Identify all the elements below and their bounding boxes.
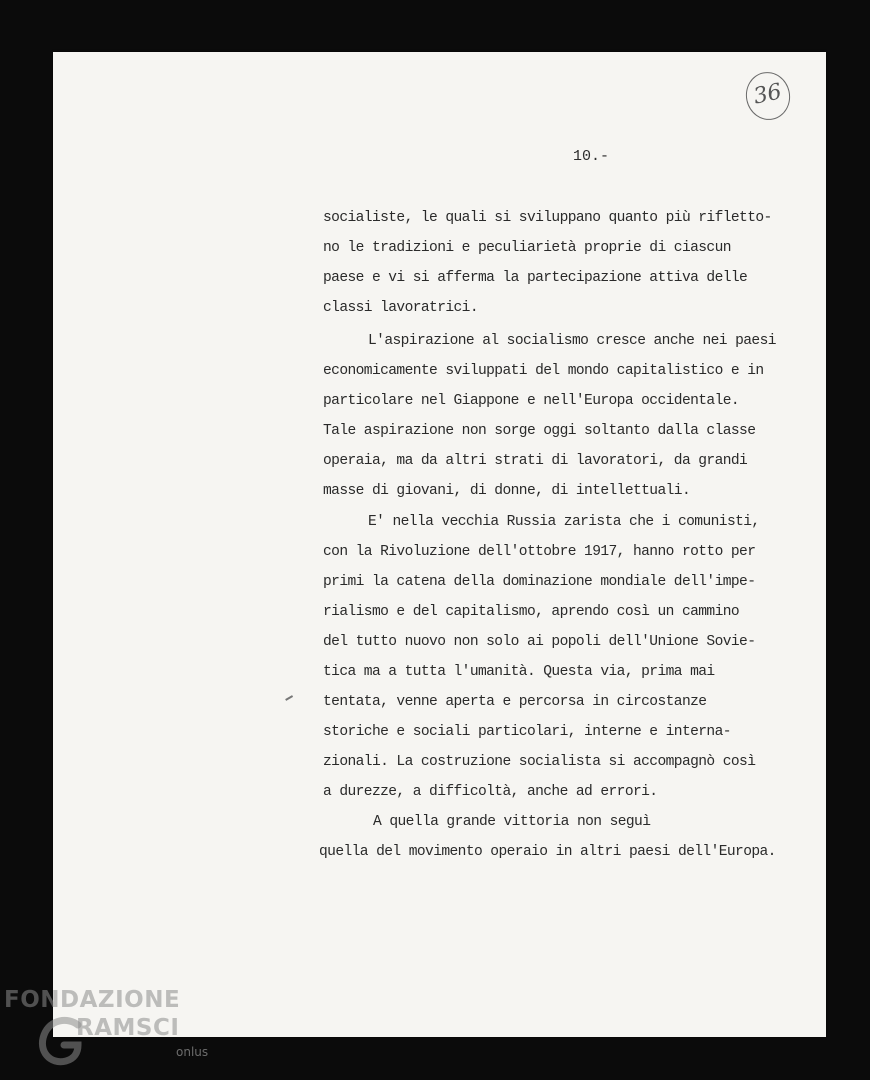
foundation-watermark bbox=[0, 985, 220, 1080]
text-line: E' nella vecchia Russia zarista che i comunisti, bbox=[368, 514, 760, 530]
text-line: zionali. La costruzione socialista si accompagnò così bbox=[323, 754, 756, 770]
text-line: rialismo e del capitalismo, aprendo così un cammino bbox=[323, 604, 740, 620]
text-line: masse di giovani, di donne, di intellettuali. bbox=[323, 483, 691, 499]
text-line: socialiste, le quali si sviluppano quanto più rifletto- bbox=[323, 210, 772, 226]
text-line: con la Rivoluzione dell'ottobre 1917, hanno rotto per bbox=[323, 544, 756, 560]
page-number: 10.- bbox=[573, 148, 610, 165]
watermark-onlus: onlus bbox=[176, 1045, 209, 1059]
archive-number: 36 bbox=[751, 79, 784, 110]
text-line: a durezze, a difficoltà, anche ad errori. bbox=[323, 784, 658, 800]
margin-pencil-mark bbox=[285, 695, 293, 700]
watermark-subtitle: RAMSCI bbox=[76, 1015, 180, 1041]
text-line: no le tradizioni e peculiarietà proprie di ciascun bbox=[323, 240, 731, 256]
document-page bbox=[53, 52, 826, 1037]
text-line: economicamente sviluppati del mondo capitalistico e in bbox=[323, 363, 764, 379]
text-line: operaia, ma da altri strati di lavoratori, da grandi bbox=[323, 453, 748, 469]
text-line: storiche e sociali particolari, interne e interna- bbox=[323, 724, 731, 740]
text-line: tica ma a tutta l'umanità. Questa via, prima mai bbox=[323, 664, 715, 680]
watermark-title: FONDAZIONE bbox=[4, 987, 181, 1013]
text-line: tentata, venne aperta e percorsa in circostanze bbox=[323, 694, 707, 710]
text-line: paese e vi si afferma la partecipazione attiva delle bbox=[323, 270, 748, 286]
text-line: primi la catena della dominazione mondiale dell'impe- bbox=[323, 574, 756, 590]
text-line: classi lavoratrici. bbox=[323, 300, 478, 316]
text-line: particolare nel Giappone e nell'Europa occidentale. bbox=[323, 393, 740, 409]
text-line: quella del movimento operaio in altri paesi dell'Europa. bbox=[319, 844, 776, 860]
text-line: L'aspirazione al socialismo cresce anche nei paesi bbox=[368, 333, 776, 349]
text-line: A quella grande vittoria non seguì bbox=[373, 814, 651, 830]
archive-number-stamp bbox=[741, 68, 794, 124]
text-line: del tutto nuovo non solo ai popoli dell'Unione Sovie- bbox=[323, 634, 756, 650]
text-line: Tale aspirazione non sorge oggi soltanto dalla classe bbox=[323, 423, 756, 439]
